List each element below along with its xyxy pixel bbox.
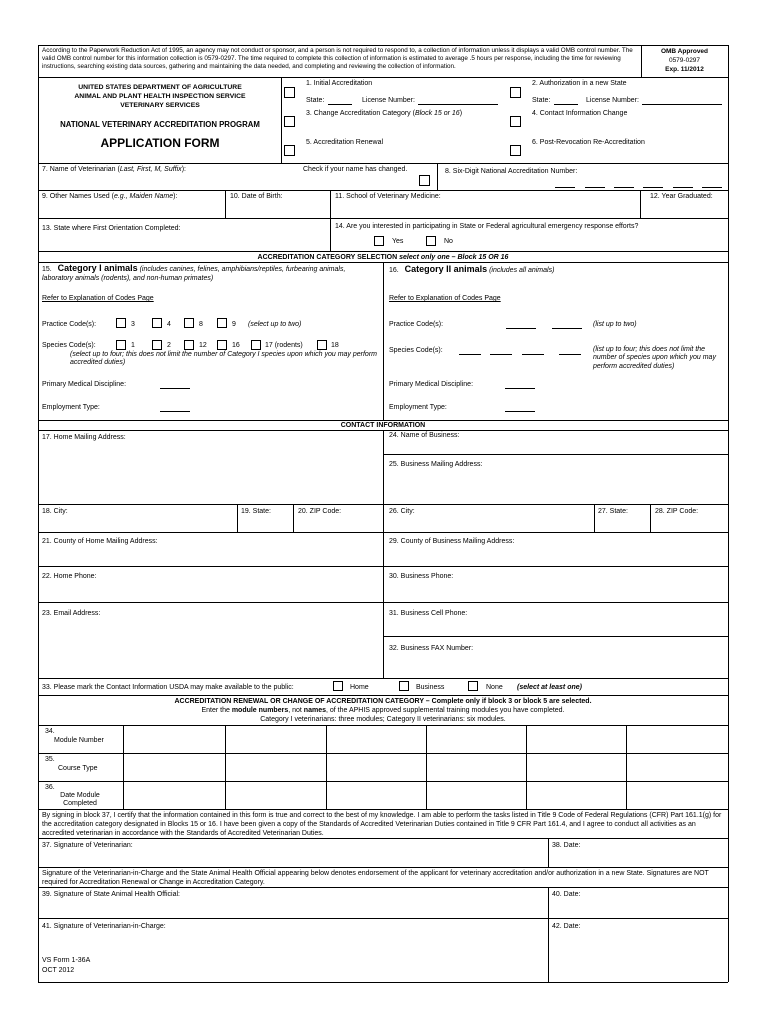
agency-line-1: UNITED STATES DEPARTMENT OF AGRICULTURE xyxy=(78,84,242,91)
option-5-checkbox[interactable] xyxy=(284,145,295,156)
public-home-label: Home xyxy=(350,684,369,691)
field-33-label: 33. Please mark the Contact Information USDA may make available to the public: xyxy=(42,684,294,691)
row-35-number: 35. xyxy=(45,756,55,763)
option-1-state-label: State: xyxy=(306,97,325,104)
option-3-checkbox[interactable] xyxy=(284,116,295,127)
species-code-16-checkbox[interactable] xyxy=(217,340,227,350)
category-2-refer-link[interactable]: Refer to Explanation of Codes Page xyxy=(389,295,501,302)
category-1-primary-blank[interactable] xyxy=(160,388,190,389)
category-1-heading: 15. Category I animals (includes canines, felines, amphibians/reptiles, furbearing animals, laboratory animals (rodents), and non-human primates) xyxy=(42,263,346,282)
species-code-12-label: 12 xyxy=(199,342,207,349)
field-30-label: 30. Business Phone: xyxy=(389,573,454,580)
option-2-state-label: State: xyxy=(532,97,551,104)
option-4-checkbox[interactable] xyxy=(510,116,521,127)
category-2-practice-blank-2[interactable] xyxy=(552,328,582,329)
option-2-checkbox[interactable] xyxy=(510,87,521,98)
category-2-species-note: (list up to four; this does not limit the number of species upon which you may perform accredited duties) xyxy=(593,346,716,370)
practice-code-8-checkbox[interactable] xyxy=(184,318,194,328)
endorsement-text: Signature of the Veterinarian-in-Charge and the State Animal Health Official appearing below denotes endorsement of the applicant for veterinary accreditation and/or authorization in a new State. Signatures are NOT required for Accreditation Renewal or Change in Accreditation Category. xyxy=(42,870,709,886)
emergency-no-checkbox[interactable] xyxy=(426,236,436,246)
field-14-label: 14. Are you interested in participating in State or Federal agricultural emergency response efforts? xyxy=(335,223,639,230)
contact-heading: CONTACT INFORMATION xyxy=(340,422,426,429)
name-changed-label: Check if your name has changed. xyxy=(303,166,408,173)
field-26-label: 26. City: xyxy=(389,508,415,515)
species-code-2-checkbox[interactable] xyxy=(152,340,162,350)
species-code-17-checkbox[interactable] xyxy=(251,340,261,350)
form-number: VS Form 1-36A xyxy=(42,957,91,964)
species-code-12-checkbox[interactable] xyxy=(184,340,194,350)
field-31-label: 31. Business Cell Phone: xyxy=(389,610,468,617)
species-code-1-checkbox[interactable] xyxy=(116,340,126,350)
option-5-label: 5. Accreditation Renewal xyxy=(306,139,384,146)
row-36-label: Date Module Completed xyxy=(60,792,100,808)
public-business-checkbox[interactable] xyxy=(399,681,409,691)
field-38-label: 38. Date: xyxy=(552,842,581,849)
program-name: NATIONAL VETERINARY ACCREDITATION PROGRAM xyxy=(60,120,260,129)
public-select-note: (select at least one) xyxy=(517,684,582,691)
category-1-refer-link[interactable]: Refer to Explanation of Codes Page xyxy=(42,295,154,302)
practice-code-3-checkbox[interactable] xyxy=(116,318,126,328)
omb-approved-title: OMB Approved xyxy=(660,48,709,55)
category-2-species-label: Species Code(s): xyxy=(389,347,443,354)
field-22-label: 22. Home Phone: xyxy=(42,573,97,580)
field-42-label: 42. Date: xyxy=(552,923,581,930)
species-code-1-label: 1 xyxy=(131,342,135,349)
field-23-label: 23. Email Address: xyxy=(42,610,101,617)
emergency-no-label: No xyxy=(444,238,453,245)
practice-code-9-checkbox[interactable] xyxy=(217,318,227,328)
species-code-18-checkbox[interactable] xyxy=(317,340,327,350)
renewal-instruction-2: Category I veterinarians: three modules; Category II veterinarians: six modules. xyxy=(260,716,506,723)
category-2-species-blank-1[interactable] xyxy=(459,354,481,355)
field-37-label: 37. Signature of Veterinarian: xyxy=(42,842,133,849)
practice-code-note: (select up to two) xyxy=(248,321,302,328)
practice-code-4-checkbox[interactable] xyxy=(152,318,162,328)
field-17-label: 17. Home Mailing Address: xyxy=(42,434,126,441)
row-34-number: 34. xyxy=(45,728,55,735)
field-10-label: 10. Date of Birth: xyxy=(230,193,283,200)
practice-code-4-label: 4 xyxy=(167,321,171,328)
field-27-label: 27. State: xyxy=(598,508,628,515)
emergency-yes-checkbox[interactable] xyxy=(374,236,384,246)
option-2-license-blank[interactable] xyxy=(642,104,722,105)
category-1-primary-label: Primary Medical Discipline: xyxy=(42,381,127,388)
renewal-heading: ACCREDITATION RENEWAL OR CHANGE OF ACCREDITATION CATEGORY – Complete only if block 3 or block 5 are selected. xyxy=(174,698,592,705)
species-code-17-label: 17 (rodents) xyxy=(265,342,303,349)
practice-code-3-label: 3 xyxy=(131,321,135,328)
field-29-label: 29. County of Business Mailing Address: xyxy=(389,538,515,545)
option-1-checkbox[interactable] xyxy=(284,87,295,98)
field-19-label: 19. State: xyxy=(241,508,271,515)
omb-number: 0579-0297 xyxy=(668,57,701,64)
option-4-label: 4. Contact Information Change xyxy=(532,110,628,117)
name-changed-checkbox[interactable] xyxy=(419,175,430,186)
option-6-checkbox[interactable] xyxy=(510,145,521,156)
option-1-license-label: License Number: xyxy=(362,97,415,104)
option-1-license-blank[interactable] xyxy=(418,104,498,105)
field-7-label: 7. Name of Veterinarian (Last, First, M, Suffix): xyxy=(42,166,186,173)
option-1-label: 1. Initial Accreditation xyxy=(306,80,373,87)
category-2-practice-label: Practice Code(s): xyxy=(389,321,444,328)
category-2-employment-blank[interactable] xyxy=(505,411,535,412)
option-3-label: 3. Change Accreditation Category (Block 15 or 16) xyxy=(306,110,463,117)
row-35-label: Course Type xyxy=(58,765,98,772)
option-2-label: 2. Authorization in a new State xyxy=(532,80,627,87)
field-40-label: 40. Date: xyxy=(552,891,581,898)
field-13-label: 13. State where First Orientation Completed: xyxy=(42,225,181,232)
category-2-species-blank-2[interactable] xyxy=(490,354,512,355)
field-21-label: 21. County of Home Mailing Address: xyxy=(42,538,158,545)
category-2-practice-blank-1[interactable] xyxy=(506,328,536,329)
field-20-label: 20. ZIP Code: xyxy=(298,508,342,515)
category-2-primary-label: Primary Medical Discipline: xyxy=(389,381,474,388)
category-1-employment-blank[interactable] xyxy=(160,411,190,412)
field-39-label: 39. Signature of State Animal Health Official: xyxy=(42,891,181,898)
category-1-practice-label: Practice Code(s): xyxy=(42,321,97,328)
option-1-state-blank[interactable] xyxy=(328,104,352,105)
practice-code-9-label: 9 xyxy=(232,321,236,328)
category-1-species-label: Species Code(s): xyxy=(42,342,96,349)
category-2-heading: 16. Category II animals (includes all animals) xyxy=(389,264,555,274)
field-11-label: 11. School of Veterinary Medicine: xyxy=(335,193,441,200)
category-heading: ACCREDITATION CATEGORY SELECTION select only one – Block 15 OR 16 xyxy=(257,254,509,261)
row-34-label: Module Number xyxy=(54,737,104,744)
species-code-16-label: 16 xyxy=(232,342,240,349)
form-title: APPLICATION FORM xyxy=(100,136,220,150)
renewal-instruction-1: Enter the module numbers, not names, of the APHIS approved supplemental training modules you have completed. xyxy=(201,707,565,714)
species-code-note: (select up to four; this does not limit the number of Category I species upon which you may perform accredited duties) xyxy=(70,351,377,367)
field-24-label: 24. Name of Business: xyxy=(389,432,460,439)
public-none-checkbox[interactable] xyxy=(468,681,478,691)
category-2-primary-blank[interactable] xyxy=(505,388,535,389)
paperwork-notice: According to the Paperwork Reduction Act of 1995, an agency may not conduct or sponsor, and a person is not required to respond to, a collection of information unless it displays a valid OMB control number. The valid OMB control number for this information collection is 0579-0297. The time required to complete this collection of information is estimated to average .5 hours per response, including the time for reviewing instructions, searching existing data sources, gathering and maintaining the data needed, and completing and reviewing the collection of information. xyxy=(42,47,633,70)
emergency-yes-label: Yes xyxy=(392,238,404,245)
category-2-species-blank-4[interactable] xyxy=(559,354,581,355)
field-8-label: 8. Six-Digit National Accreditation Number: xyxy=(445,168,578,175)
field-18-label: 18. City: xyxy=(42,508,68,515)
category-1-employment-label: Employment Type: xyxy=(42,404,100,411)
field-12-label: 12. Year Graduated: xyxy=(650,193,713,200)
field-32-label: 32. Business FAX Number: xyxy=(389,645,474,652)
field-28-label: 28. ZIP Code: xyxy=(655,508,699,515)
certification-text: By signing in block 37, I certify that the information contained in this form is true and correct to the best of my knowledge. I am able to perform the tasks listed in Title 9 Code of Federal Regulations (CFR) Part 161.1(g) for the accreditation category designated in Blocks 15 or 16. I have been given a copy of the Standards of Accredited Veterinarian Duties contained in Title 9 CFR Part 161.4, and I agree to conduct all activities as an accredited veterinarian in accordance with the Standards of Accredited Veterinarian Duties. xyxy=(42,812,722,837)
option-6-label: 6. Post-Revocation Re-Accreditation xyxy=(532,139,645,146)
agency-line-2: ANIMAL AND PLANT HEALTH INSPECTION SERVICE xyxy=(74,93,246,100)
category-2-practice-note: (list up to two) xyxy=(593,321,637,328)
option-2-state-blank[interactable] xyxy=(554,104,578,105)
field-9-label: 9. Other Names Used (e.g., Maiden Name): xyxy=(42,193,178,200)
public-home-checkbox[interactable] xyxy=(333,681,343,691)
omb-expiration: Exp. 11/2012 xyxy=(665,66,704,73)
field-41-label: 41. Signature of Veterinarian-in-Charge: xyxy=(42,923,166,930)
public-none-label: None xyxy=(486,684,503,691)
form-date: OCT 2012 xyxy=(42,967,75,974)
category-2-employment-label: Employment Type: xyxy=(389,404,447,411)
option-2-license-label: License Number: xyxy=(586,97,639,104)
public-business-label: Business xyxy=(416,684,445,691)
species-code-2-label: 2 xyxy=(167,342,171,349)
agency-line-3: VETERINARY SERVICES xyxy=(120,102,200,109)
row-36-number: 36. xyxy=(45,784,55,791)
species-code-18-label: 18 xyxy=(331,342,339,349)
field-25-label: 25. Business Mailing Address: xyxy=(389,461,483,468)
category-2-species-blank-3[interactable] xyxy=(522,354,544,355)
practice-code-8-label: 8 xyxy=(199,321,203,328)
